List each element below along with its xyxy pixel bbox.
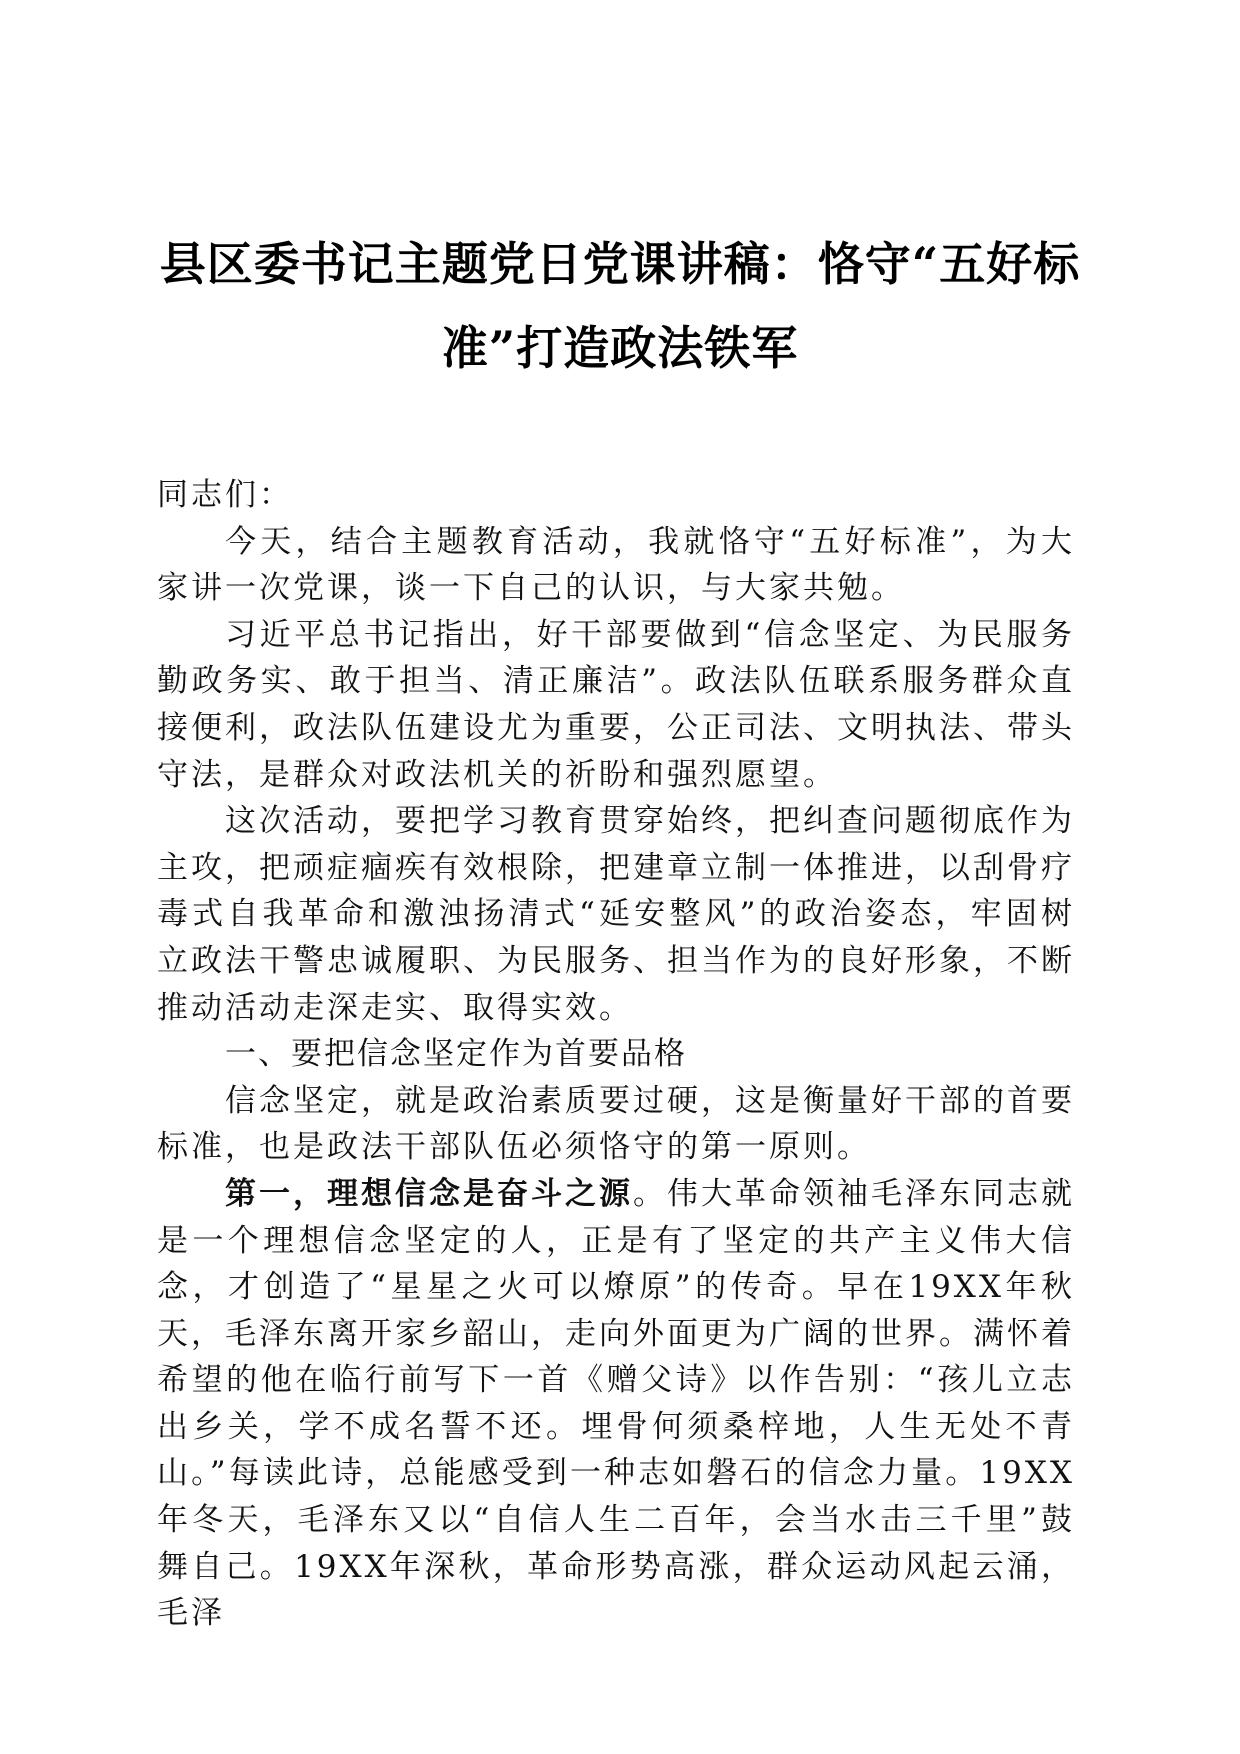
paragraph-intro: 今天，结合主题教育活动，我就恪守“五好标准”，为大家讲一次党课，谈一下自己的认识，与大家共勉。: [157, 523, 1075, 607]
section-heading-1: 一、要把信念坚定作为首要品格: [225, 1036, 687, 1073]
point-1-paragraph: [157, 1171, 1075, 1637]
document-body: [157, 472, 1075, 1637]
point-1-lead: 第一，理想信念是奋斗之源: [225, 1175, 633, 1212]
point-1-text: 。伟大革命领袖毛泽东同志就是一个理想信念坚定的人，正是有了坚定的共产主义伟大信念，才创造了“星星之火可以燎原”的传奇。早在19XX年秋天，毛泽东离开家乡韶山，走向外面更为广阔的世界。满怀着希望的他在临行前写下一首《赠父诗》以作告别：“孩儿立志出乡关，学不成名誓不还。埋骨何须桑梓地，人生无处不青山。”每读此诗，总能感受到一种志如磐石的信念力量。19XX年冬天，毛泽东又以“自信人生二百年，会当水击三千里”鼓舞自己。19XX年深秋，革命形势高涨，群众运动风起云涌，毛泽: [157, 1175, 1075, 1632]
document-title: 县区委书记主题党日党课讲稿：恪守“五好标准”打造政法铁军: [159, 237, 1081, 375]
paragraph-activity: 这次活动，要把学习教育贯穿始终，把纠查问题彻底作为主攻，把顽症痼疾有效根除，把建章立制一体推进，以刮骨疗毒式自我革命和激浊扬清式“延安整风”的政治姿态，牢固树立政法干警忠诚履职、为民服务、担当作为的良好形象，不断推动活动走深走实、取得实效。: [157, 803, 1075, 1026]
section-1-intro: 信念坚定，就是政治素质要过硬，这是衡量好干部的首要标准，也是政法干部队伍必须恪守的第一原则。: [157, 1082, 1075, 1166]
salutation: 同志们：: [157, 477, 293, 513]
paragraph-quote: 习近平总书记指出，好干部要做到“信念坚定、为民服务勤政务实、敢于担当、清正廉洁”。政法队伍联系服务群众直接便利，政法队伍建设尤为重要，公正司法、文明执法、带头守法，是群众对政法机关的祈盼和强烈愿望。: [157, 616, 1075, 793]
